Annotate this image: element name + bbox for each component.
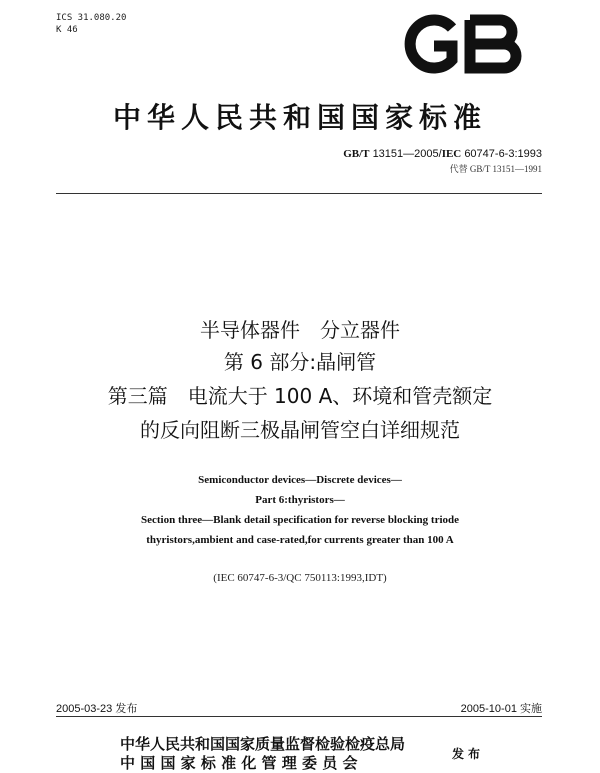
zh-title-line-1: 半导体器件 分立器件 [200,318,400,342]
issue-label: 发布 [452,747,485,761]
ics-code: ICS 31.080.20 [56,13,127,23]
zh-title-line-4: 的反向阻断三极晶闸管空白详细规范 [140,418,460,442]
gb-logo-g-shape [410,20,452,68]
publish-date: 2005-03-23 发布 [56,703,138,715]
standard-prefix: GB/T [343,148,370,160]
en-title-line-4: thyristors,ambient and case-rated,for currents greater than 100 A [146,534,454,546]
en-title-line-2: Part 6:thyristors— [255,494,345,506]
effective-date: 2005-10-01 实施 [460,703,542,715]
header-rule [56,193,542,194]
issuer-line-2: 中 国 国 家 标 准 化 管 理 委 员 会 [120,754,358,772]
standard-title: 中华人民共和国国家标准 [112,101,487,134]
iec-prefix: IEC [441,148,462,160]
standard-number [343,148,542,160]
iec-code: 60747-6-3:1993 [464,148,542,160]
en-title-line-1: Semiconductor devices—Discrete devices— [198,474,402,486]
footer-rule [56,716,542,717]
gb-logo [392,14,528,74]
standard-code: 13151—2005/ [372,148,442,160]
replaces-note: 代替 GB/T 13151—1991 [449,164,542,174]
en-title-line-3: Section three—Blank detail specification for reverse blocking triode [140,514,460,526]
ics-code-block [56,12,126,36]
zh-title-line-3: 第三篇 电流大于 100 A、环境和管壳额定 [107,384,493,408]
iec-reference: (IEC 60747-6-3/QC 750113:1993,IDT) [213,572,387,584]
category-code: K 46 [56,25,78,35]
gb-logo-b-shape [470,20,516,68]
issuer-line-1: 中华人民共和国国家质量监督检验检疫总局 [120,735,406,753]
zh-title-line-2: 第 6 部分:晶闸管 [223,350,377,374]
